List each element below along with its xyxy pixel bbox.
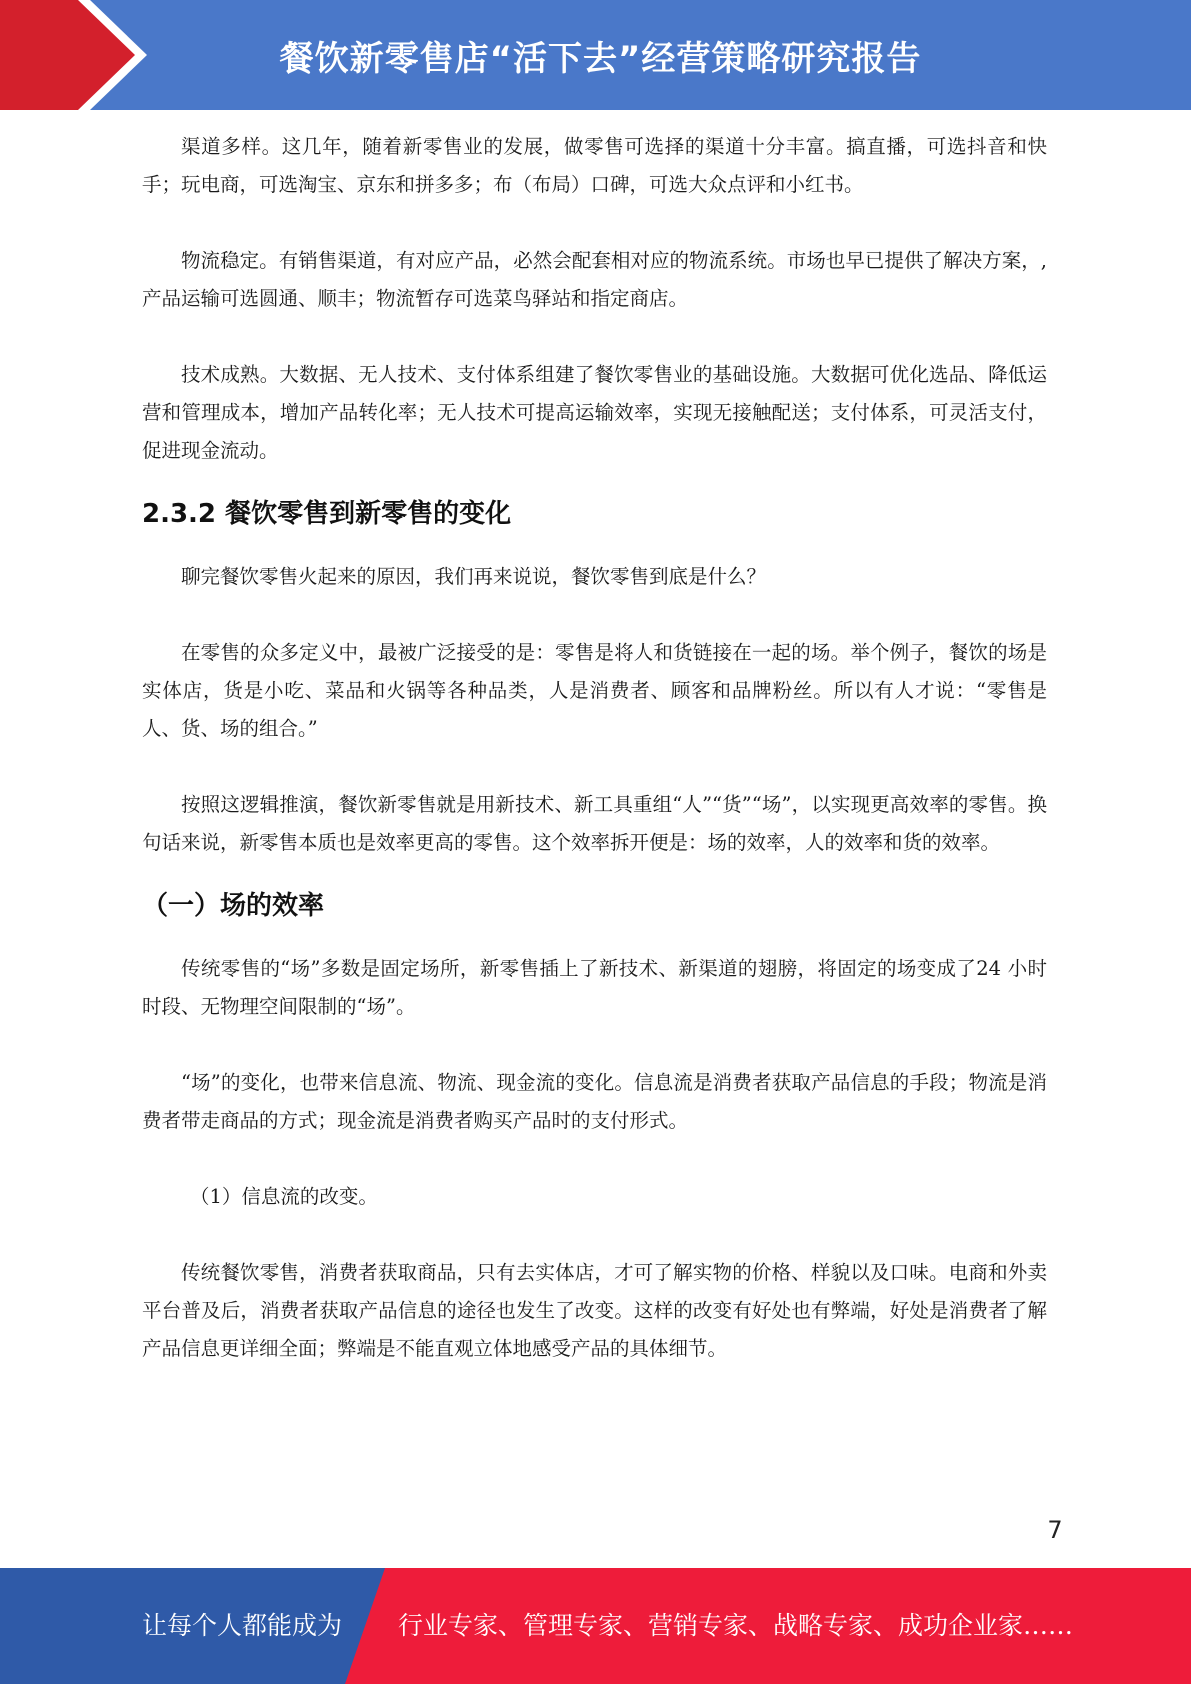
paragraph-retail-definition: 在零售的众多定义中，最被广泛接受的是：零售是将人和货链接在一起的场。举个例子，餐饮的场是实体店，货是小吃、菜品和火锅等各种品类，人是消费者、顾客和品牌粉丝。所以有人才说：“零售是人、货、场的组合。” [142,641,1047,740]
paragraph-logistics: 物流稳定。有销售渠道，有对应产品，必然会配套相对应的物流系统。市场也早已提供了解决方案，,产品运输可选圆通、顺丰；物流暂存可选菜鸟驿站和指定商店。 [142,249,1047,310]
paragraph-information-access: 传统餐饮零售，消费者获取商品，只有去实体店，才可了解实物的价格、样貌以及口味。电商和外卖平台普及后，消费者获取产品信息的途径也发生了改变。这样的改变有好处也有弊端，好处是消费者了解产品信息更详细全面；弊端是不能直观立体地感受产品的具体细节。 [142,1261,1047,1360]
header-arrow-icon [0,0,160,110]
footer-slogan-right: 行业专家、管理专家、营销专家、战略专家、成功企业家…… [398,1611,1074,1640]
footer-banner [0,1568,1191,1684]
paragraph-channels: 渠道多样。这几年，随着新零售业的发展，做零售可选择的渠道十分丰富。搞直播，可选抖音和快手；玩电商，可选淘宝、京东和拼多多；布（布局）口碑，可选大众点评和小红书。 [142,135,1047,196]
page-content [142,128,1047,1368]
paragraph-traditional-venue: 传统零售的“场”多数是固定场所，新零售插上了新技术、新渠道的翅膀，将固定的场变成了24 小时时段、无物理空间限制的“场”。 [142,957,1047,1018]
page-number: 7 [1047,1516,1063,1544]
header-banner [0,0,1191,110]
list-item-information-flow: （1）信息流的改变。 [190,1185,378,1208]
footer-slogan-left: 让每个人都能成为 [142,1611,343,1640]
section-heading-venue-efficiency: （一）场的效率 [142,891,325,921]
paragraph-flow-changes: “场”的变化，也带来信息流、物流、现金流的变化。信息流是消费者获取产品信息的手段；物流是消费者带走商品的方式；现金流是消费者购买产品时的支付形式。 [142,1071,1047,1132]
paragraph-technology: 技术成熟。大数据、无人技术、支付体系组建了餐饮零售业的基础设施。大数据可优化选品、降低运营和管理成本，增加产品转化率；无人技术可提高运输效率，实现无接触配送；支付体系，可灵活支付，促进现金流动。 [142,363,1047,462]
section-heading-2-3-2: 2.3.2 餐饮零售到新零售的变化 [142,499,512,529]
paragraph-efficiency: 按照这逻辑推演，餐饮新零售就是用新技术、新工具重组“人”“货”“场”，以实现更高效率的零售。换句话来说，新零售本质也是效率更高的零售。这个效率拆开便是：场的效率，人的效率和货的效率。 [142,793,1047,854]
document-title: 餐饮新零售店“活下去”经营策略研究报告 [279,38,922,79]
paragraph-what-is-retail: 聊完餐饮零售火起来的原因，我们再来说说，餐饮零售到底是什么？ [181,565,767,588]
